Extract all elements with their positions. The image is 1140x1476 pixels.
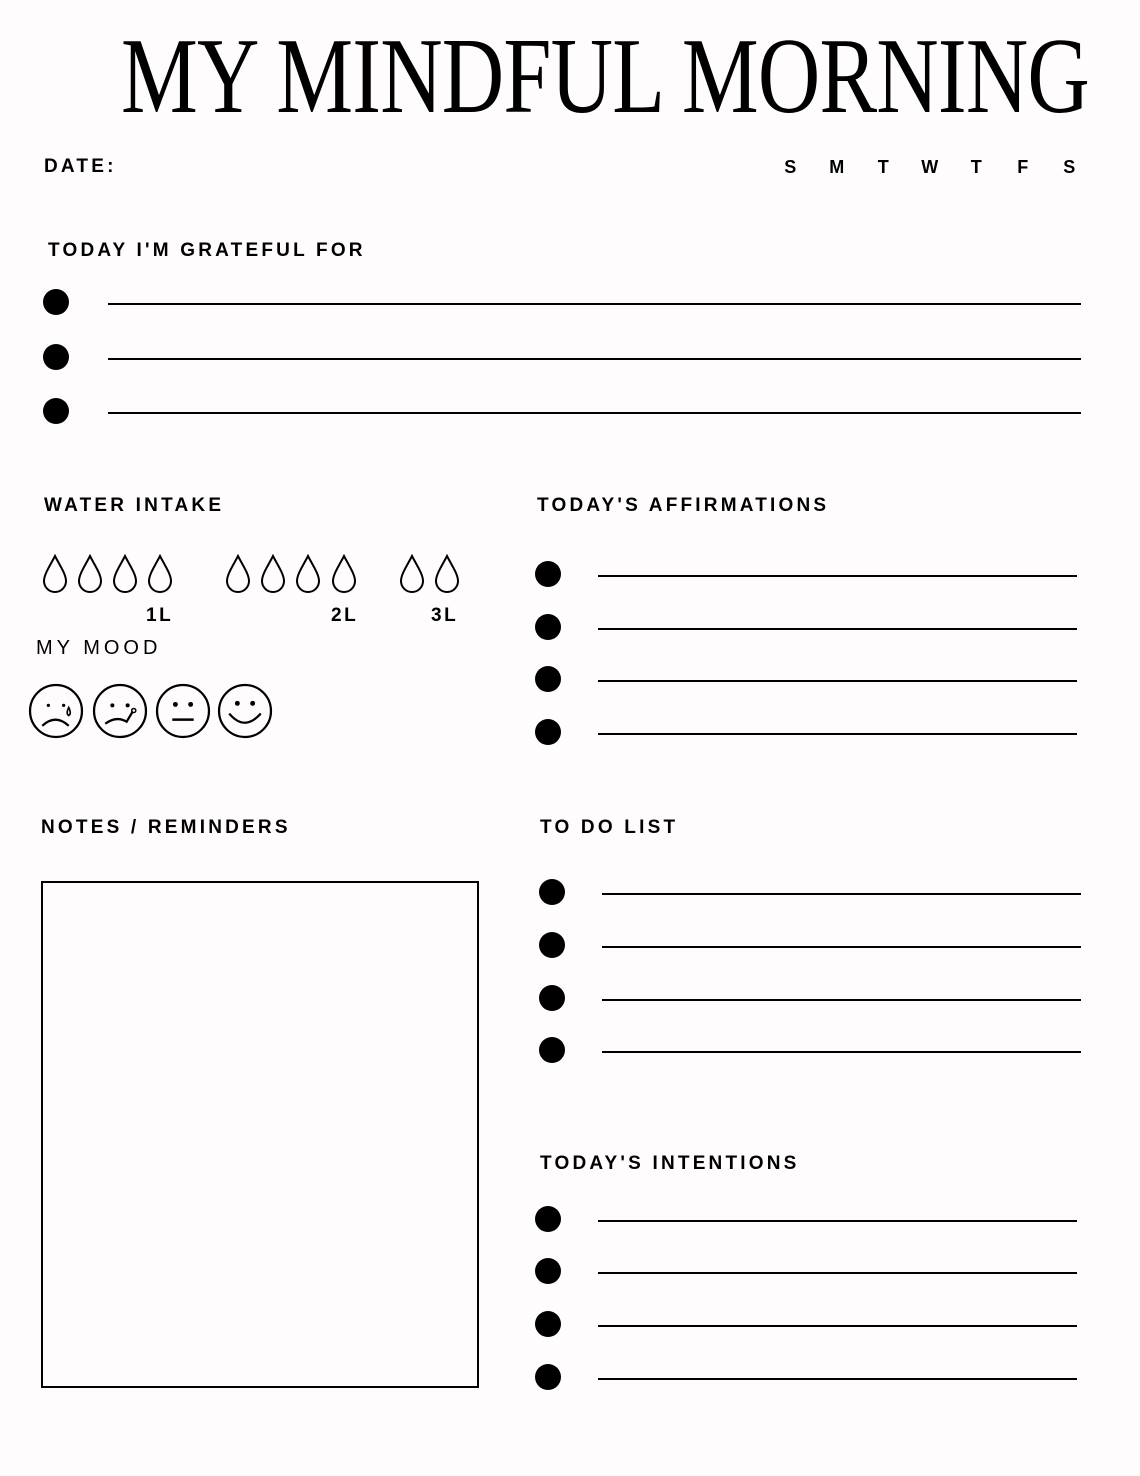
weekday-mon[interactable]: M	[829, 157, 845, 177]
water-drop-icon[interactable]	[147, 554, 173, 594]
water-drop-icon[interactable]	[331, 554, 357, 594]
affirmations-heading: TODAY'S AFFIRMATIONS	[537, 495, 830, 516]
todo-bullet-icon	[539, 985, 565, 1011]
affirmation-line-3[interactable]	[598, 680, 1077, 682]
crying-face-icon[interactable]	[28, 683, 84, 739]
affirmation-line-1[interactable]	[598, 575, 1077, 577]
todo-bullet-icon	[539, 932, 565, 958]
grateful-bullet-icon	[43, 289, 69, 315]
page-title	[0, 17, 1140, 136]
todo-heading: TO DO LIST	[540, 817, 679, 838]
water-mark-3l: 3L	[431, 605, 459, 626]
affirmation-bullet-icon	[535, 666, 561, 692]
weekday-sun[interactable]: S	[784, 157, 797, 177]
weekday-selector	[767, 157, 1093, 178]
title-text: MY MINDFUL MORNING	[121, 17, 1090, 136]
weekday-thu[interactable]: T	[970, 157, 982, 177]
todo-line-4[interactable]	[602, 1051, 1081, 1053]
water-drop-icon[interactable]	[434, 554, 460, 594]
intention-line-4[interactable]	[598, 1378, 1077, 1380]
weekday-tue[interactable]: T	[877, 157, 889, 177]
intention-line-2[interactable]	[598, 1272, 1077, 1274]
water-drop-icon[interactable]	[77, 554, 103, 594]
neutral-face-icon[interactable]	[155, 683, 211, 739]
grateful-line-3[interactable]	[108, 412, 1081, 414]
todo-bullet-icon	[539, 1037, 565, 1063]
weekday-fri[interactable]: F	[1017, 157, 1029, 177]
water-drop-icon[interactable]	[399, 554, 425, 594]
affirmation-line-4[interactable]	[598, 733, 1077, 735]
intention-bullet-icon	[535, 1364, 561, 1390]
weekday-sat[interactable]: S	[1063, 157, 1076, 177]
water-drop-icon[interactable]	[225, 554, 251, 594]
notes-heading: NOTES / REMINDERS	[41, 817, 291, 838]
affirmation-bullet-icon	[535, 719, 561, 745]
water-drop-icon[interactable]	[260, 554, 286, 594]
happy-face-icon[interactable]	[217, 683, 273, 739]
water-drop-icon[interactable]	[42, 554, 68, 594]
todo-bullet-icon	[539, 879, 565, 905]
affirmation-bullet-icon	[535, 561, 561, 587]
notes-box[interactable]	[41, 881, 479, 1388]
grateful-line-2[interactable]	[108, 358, 1081, 360]
date-label: DATE:	[44, 156, 117, 177]
water-drop-icon[interactable]	[112, 554, 138, 594]
grateful-bullet-icon	[43, 344, 69, 370]
affirmation-line-2[interactable]	[598, 628, 1077, 630]
intention-bullet-icon	[535, 1206, 561, 1232]
water-drop-icon[interactable]	[295, 554, 321, 594]
intention-line-1[interactable]	[598, 1220, 1077, 1222]
intention-bullet-icon	[535, 1258, 561, 1284]
grateful-bullet-icon	[43, 398, 69, 424]
water-heading: WATER INTAKE	[44, 495, 225, 516]
affirmation-bullet-icon	[535, 614, 561, 640]
sad-face-icon[interactable]	[92, 683, 148, 739]
todo-line-3[interactable]	[602, 999, 1081, 1001]
todo-line-2[interactable]	[602, 946, 1081, 948]
grateful-heading: TODAY I'M GRATEFUL FOR	[48, 240, 366, 261]
grateful-line-1[interactable]	[108, 303, 1081, 305]
intentions-heading: TODAY'S INTENTIONS	[540, 1153, 800, 1174]
intention-line-3[interactable]	[598, 1325, 1077, 1327]
weekday-wed[interactable]: W	[921, 157, 939, 177]
water-mark-2l: 2L	[331, 605, 359, 626]
todo-line-1[interactable]	[602, 893, 1081, 895]
intention-bullet-icon	[535, 1311, 561, 1337]
mood-heading: MY MOOD	[36, 637, 162, 659]
water-mark-1l: 1L	[146, 605, 174, 626]
